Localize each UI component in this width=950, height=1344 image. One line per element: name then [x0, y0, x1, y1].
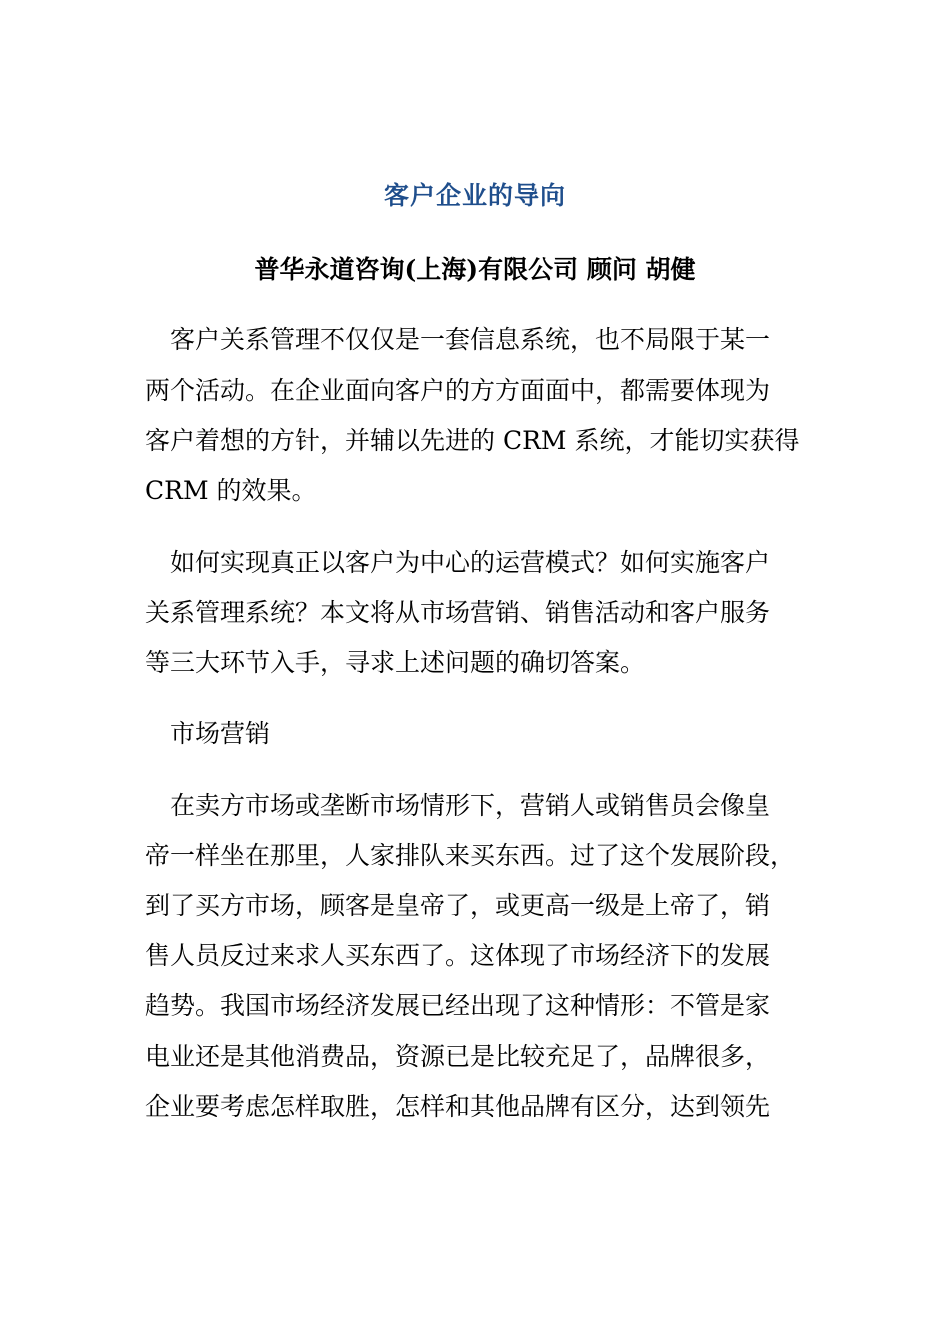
paragraph-2-line: 如何实现真正以客户为中心的运营模式？如何实施客户	[145, 548, 771, 577]
section-heading: 市场营销	[145, 719, 271, 748]
paragraph-3-line: 电业还是其他消费品，资源已是比较充足了，品牌很多，	[145, 1042, 771, 1071]
paragraph-2-line: 等三大环节入手，寻求上述问题的确切答案。	[145, 648, 646, 677]
paragraph-1-line: 客户关系管理不仅仅是一套信息系统，也不局限于某一	[145, 325, 771, 354]
paragraph-3-line: 到了买方市场，顾客是皇帝了，或更高一级是上帝了，销	[145, 891, 771, 920]
paragraph-3-line: 企业要考虑怎样取胜，怎样和其他品牌有区分，达到领先	[145, 1092, 771, 1121]
paragraph-3-line: 在卖方市场或垄断市场情形下，营销人或销售员会像皇	[145, 791, 771, 820]
paragraph-3-line: 售人员反过来求人买东西了。这体现了市场经济下的发展	[145, 941, 771, 970]
paragraph-3-line: 趋势。我国市场经济发展已经出现了这种情形：不管是家	[145, 991, 771, 1020]
paragraph-1-line: CRM 的效果。	[145, 476, 317, 505]
paragraph-3-line: 帝一样坐在那里，人家排队来买东西。过了这个发展阶段，	[145, 841, 796, 870]
paragraph-1-line: 两个活动。在企业面向客户的方方面面中，都需要体现为	[145, 376, 771, 405]
paragraph-1-line: 客户着想的方针，并辅以先进的 CRM 系统，才能切实获得	[145, 426, 800, 455]
document-byline: 普华永道咨询(上海)有限公司 顾问 胡健	[254, 255, 696, 284]
paragraph-2-line: 关系管理系统？本文将从市场营销、销售活动和客户服务	[145, 598, 771, 627]
document-title: 客户企业的导向	[383, 181, 566, 210]
